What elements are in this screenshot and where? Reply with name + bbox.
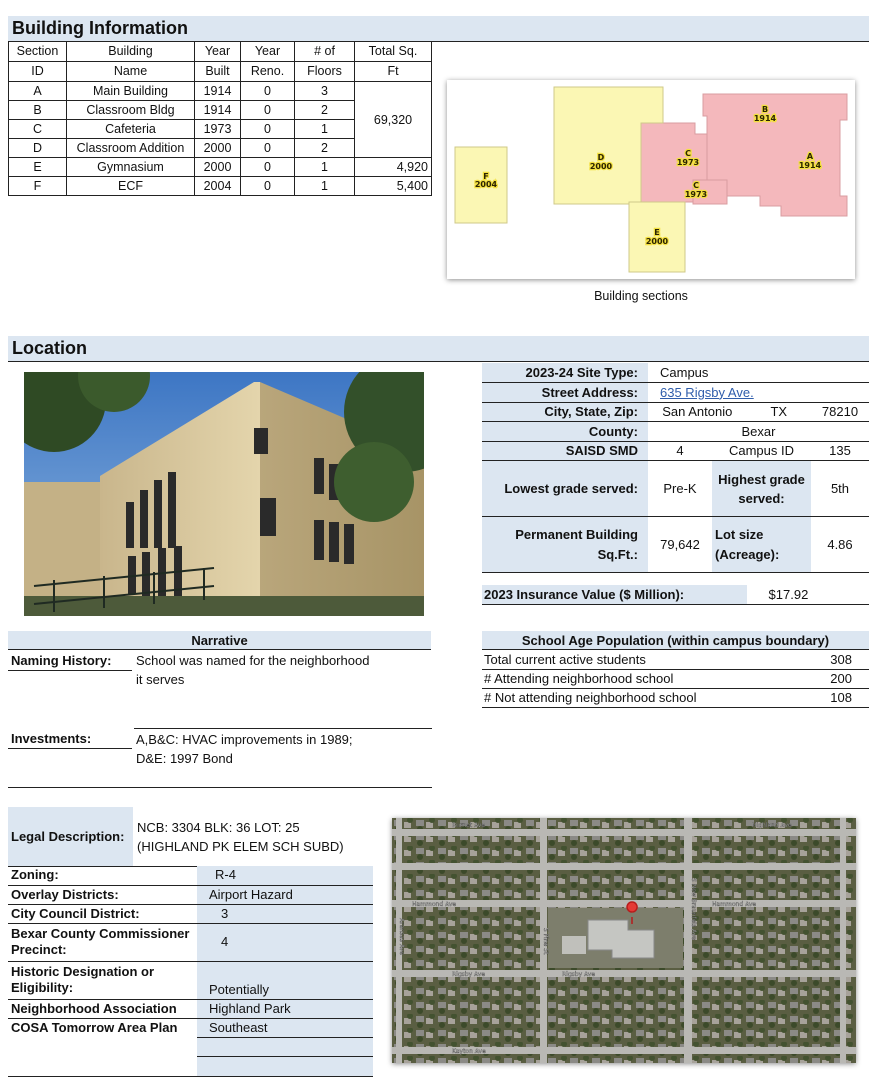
location-header: [8, 336, 869, 362]
cell-sqft-f: 5,400: [355, 177, 432, 196]
table-row: [9, 158, 432, 177]
row-city: [482, 402, 869, 422]
naming-history-label: Naming History:: [11, 653, 112, 668]
sap-value: 308: [830, 652, 852, 667]
investments-text: [136, 730, 353, 768]
col-header-floors-2: Floors: [295, 62, 355, 82]
cell-sqft-abcd: 69,320: [355, 82, 432, 158]
cell-reno: 0: [241, 158, 295, 177]
zoning-value: R-4: [197, 866, 373, 885]
neighborhood-value: Highland Park: [197, 999, 373, 1018]
street-label: Rigsby Ave: [452, 971, 486, 978]
highest-grade-value: 5th: [811, 461, 869, 517]
lot-size-label: [712, 517, 811, 573]
cell-id: A: [9, 82, 67, 101]
site-type-value: Campus: [648, 363, 869, 383]
cell-floors: 1: [295, 177, 355, 196]
row-commissioner: [8, 923, 373, 961]
col-header-reno: Year: [241, 42, 295, 62]
row-insurance: [482, 585, 869, 605]
cell-reno: 0: [241, 139, 295, 158]
campus-id-label: Campus ID: [712, 441, 811, 461]
historic-value: Potentially: [197, 961, 373, 999]
location-details-table: [482, 363, 869, 605]
perm-sqft-label: [482, 517, 648, 573]
commissioner-label-line2: Precinct:: [11, 942, 67, 957]
narrative-header: Narrative: [8, 631, 431, 650]
col-header-reno-2: Reno.: [241, 62, 295, 82]
cell-name: Gymnasium: [67, 158, 195, 177]
col-header-name: Building: [67, 42, 195, 62]
school-age-header: School Age Population (within campus boundary): [482, 631, 869, 650]
cell-id: D: [9, 139, 67, 158]
aerial-imagery: [392, 818, 856, 1063]
site-type-label: 2023-24 Site Type:: [482, 363, 648, 383]
perm-sqft-value: 79,642: [648, 517, 712, 573]
cell-name: Classroom Addition: [67, 139, 195, 158]
row-blank-2: [8, 1056, 373, 1076]
building-sections-table: [8, 42, 432, 196]
cell-sqft-e: 4,920: [355, 158, 432, 177]
table-row: [9, 177, 432, 196]
investments-label-rule: [8, 748, 132, 749]
label-c-id: C: [685, 149, 691, 158]
county-label: County:: [482, 422, 648, 442]
col-header-floors: # of: [295, 42, 355, 62]
legal-description-text: [137, 818, 344, 856]
sap-label: Total current active students: [484, 652, 646, 667]
row-neighborhood: [8, 999, 373, 1018]
map-caption: Building sections: [594, 289, 688, 303]
row-zoning: [8, 866, 373, 885]
list-item: [482, 651, 869, 670]
historic-label-line2: Eligibility:: [11, 979, 74, 995]
row-council: [8, 904, 373, 923]
row-historic: [8, 961, 373, 999]
cell-built: 2000: [195, 158, 241, 177]
label-e-id: E: [654, 228, 660, 237]
street-label: Highland Ave: [752, 822, 792, 829]
neighborhood-label: Neighborhood Association: [8, 999, 197, 1018]
col-header-sqft-2: Ft: [355, 62, 432, 82]
row-site-type: [482, 363, 869, 383]
legal-description-label: Legal Description:: [8, 807, 133, 866]
cell-floors: 2: [295, 101, 355, 120]
label-d-id: D: [597, 153, 605, 162]
naming-history-text: [136, 651, 369, 689]
historic-label: [8, 961, 197, 999]
list-item: [482, 689, 869, 708]
cell-name: ECF: [67, 177, 195, 196]
lot-size-label-line2: (Acreage):: [715, 546, 780, 562]
street-label: Kayton Ave: [452, 1048, 486, 1055]
cell-id: B: [9, 101, 67, 120]
col-header-section: Section: [9, 42, 67, 62]
row-county: [482, 422, 869, 442]
building-info-header: [8, 16, 869, 42]
city-label: City, State, Zip:: [482, 402, 648, 422]
row-spacer: [482, 573, 869, 585]
cell-floors: 3: [295, 82, 355, 101]
naming-history-line1: School was named for the neighborhood: [136, 653, 370, 668]
cell-name: Cafeteria: [67, 120, 195, 139]
label-c-year: 1973: [676, 158, 700, 167]
building-sections-map: [447, 80, 855, 279]
cell-id: E: [9, 158, 67, 177]
investments-line2: D&E: 1997 Bond: [136, 751, 233, 766]
label-f-id: F: [483, 172, 489, 181]
city-value: San Antonio: [648, 402, 747, 422]
cell-built: 2004: [195, 177, 241, 196]
label-b-id: B: [761, 105, 769, 114]
cosa-label: COSA Tomorrow Area Plan: [11, 1019, 178, 1035]
col-header-section-2: ID: [9, 62, 67, 82]
sap-value: 108: [830, 690, 852, 705]
cell-name: Main Building: [67, 82, 195, 101]
commissioner-label: [8, 923, 197, 961]
campus-id-value: 135: [811, 441, 869, 461]
row-blank-1: [8, 1037, 373, 1056]
cell-built: 1914: [195, 101, 241, 120]
table-header-row-2: [9, 62, 432, 82]
naming-label-rule: [8, 670, 132, 671]
state-value: TX: [747, 402, 811, 422]
legal-desc-line1: NCB: 3304 BLK: 36 LOT: 25: [137, 820, 300, 835]
council-label: City Council District:: [8, 904, 197, 923]
street-label: S Pine St: [542, 928, 549, 955]
cell-floors: 1: [295, 120, 355, 139]
school-building-photo: [24, 372, 424, 616]
label-c2-year: 1973: [684, 190, 708, 199]
row-smd: [482, 441, 869, 461]
row-sqft-lot: [482, 517, 869, 573]
table-row: [9, 82, 432, 101]
highest-grade-label: [712, 461, 811, 517]
zoning-label: Zoning:: [8, 866, 197, 885]
cell-reno: 0: [241, 101, 295, 120]
street-label: Hammond Ave: [412, 901, 457, 908]
cell-reno: 0: [241, 82, 295, 101]
col-header-sqft: Total Sq.: [355, 42, 432, 62]
historic-label-line1: Historic Designation or: [11, 963, 155, 979]
insurance-value: $17.92: [747, 585, 869, 605]
sap-label: # Not attending neighborhood school: [484, 690, 697, 705]
street-label: Hammond Ave: [712, 901, 757, 908]
label-a-id: A: [806, 152, 814, 161]
site-plan-drawing: [447, 80, 855, 279]
address-link[interactable]: 635 Rigsby Ave.: [660, 384, 754, 400]
perm-sqft-label-line2: Sq.Ft.:: [597, 546, 638, 562]
cell-floors: 1: [295, 158, 355, 177]
investments-end-rule: [8, 787, 432, 788]
label-d-year: 2000: [589, 162, 613, 171]
cell-id: F: [9, 177, 67, 196]
smd-label: SAISD SMD: [482, 441, 648, 461]
lot-size-value: 4.86: [811, 517, 869, 573]
school-photo: [24, 372, 424, 616]
location-title: Location: [12, 338, 87, 358]
cell-id: C: [9, 120, 67, 139]
county-value: Bexar: [648, 422, 869, 442]
cell-floors: 2: [295, 139, 355, 158]
sap-value: 200: [830, 671, 852, 686]
highest-grade-label-line2: served:: [738, 490, 785, 506]
commissioner-value: 4: [197, 923, 373, 961]
overlay-label: Overlay Districts:: [8, 885, 197, 904]
row-overlay: [8, 885, 373, 904]
label-e-year: 2000: [645, 237, 669, 246]
legal-details-table: [8, 866, 373, 1077]
address-label: Street Address:: [482, 383, 648, 403]
commissioner-label-line1: Bexar County Commissioner: [11, 926, 190, 941]
col-header-built-2: Built: [195, 62, 241, 82]
cell-reno: 0: [241, 177, 295, 196]
street-label: Aransas Ave: [398, 918, 405, 955]
smd-value: 4: [648, 441, 712, 461]
row-grades: [482, 461, 869, 517]
list-item: [482, 670, 869, 689]
old-buildings: [641, 94, 847, 216]
street-label: Rigsby Ave: [562, 971, 596, 978]
label-b-year: 1914: [753, 114, 777, 123]
label-c2-id: C: [693, 181, 699, 190]
investments-label: Investments:: [11, 731, 92, 746]
highest-grade-label-line1: Highest grade: [718, 471, 805, 487]
cell-built: 1914: [195, 82, 241, 101]
perm-sqft-label-line1: Permanent Building: [515, 526, 638, 542]
sap-label: # Attending neighborhood school: [484, 671, 674, 686]
row-cosa: [8, 1018, 373, 1037]
naming-history-line2: it serves: [136, 672, 185, 687]
cell-name: Classroom Bldg: [67, 101, 195, 120]
investments-line1: A,B&C: HVAC improvements in 1989;: [136, 732, 353, 747]
cell-reno: 0: [241, 120, 295, 139]
cell-built: 2000: [195, 139, 241, 158]
zip-value: 78210: [811, 402, 869, 422]
label-a-year: 1914: [798, 161, 822, 170]
council-value: 3: [197, 904, 373, 923]
naming-end-rule: [134, 728, 432, 729]
col-header-built: Year: [195, 42, 241, 62]
building-info-title: Building Information: [12, 18, 188, 38]
street-label: S New Braunfels Ave: [690, 878, 697, 941]
table-header-row-1: [9, 42, 432, 62]
legal-desc-line2: (HIGHLAND PK ELEM SCH SUBD): [137, 839, 344, 854]
cell-built: 1973: [195, 120, 241, 139]
aerial-map[interactable]: [392, 818, 856, 1063]
row-address: [482, 383, 869, 403]
lowest-grade-label: Lowest grade served:: [482, 461, 648, 517]
overlay-value: Airport Hazard: [197, 885, 373, 904]
lowest-grade-value: Pre-K: [648, 461, 712, 517]
col-header-name-2: Name: [67, 62, 195, 82]
cosa-value: Southeast: [197, 1018, 373, 1037]
lot-size-label-line1: Lot size: [715, 526, 764, 542]
label-f-year: 2004: [474, 180, 498, 189]
insurance-label: 2023 Insurance Value ($ Million):: [482, 585, 747, 605]
street-label: Burnet Ave: [452, 822, 486, 829]
